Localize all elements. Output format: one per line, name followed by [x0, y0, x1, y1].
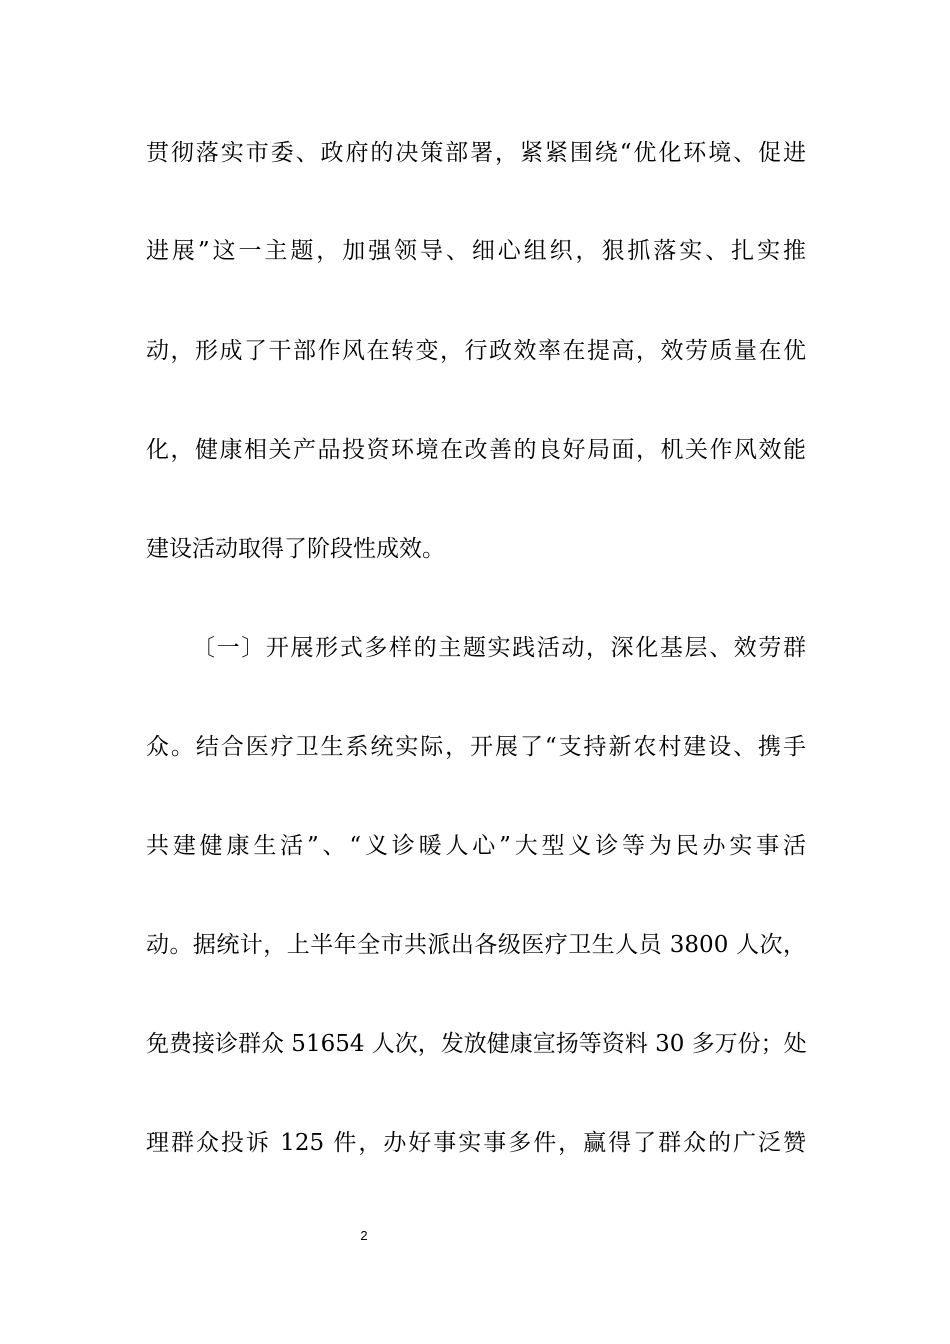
paragraph-2-line-1: 〔一〕开展形式多样的主题实践活动，深化基层、效劳群	[192, 635, 806, 661]
page-number: 2	[360, 1228, 368, 1243]
paragraph-1-line-2: 进展”这一主题，加强领导、细心组织，狠抓落实、扎实推	[146, 238, 806, 264]
paragraph-1-line-3: 动，形成了干部作风在转变，行政效率在提高，效劳质量在优	[146, 338, 806, 364]
paragraph-2-line-3: 共建健康生活”、“义诊暖人心”大型义诊等为民办实事活	[146, 833, 806, 859]
paragraph-1-line-1: 贯彻落实市委、政府的决策部署，紧紧围绕“优化环境、促进	[146, 140, 806, 166]
paragraph-2-line-2: 众。结合医疗卫生系统实际，开展了“支持新农村建设、携手	[146, 734, 806, 760]
paragraph-1-line-4: 化，健康相关产品投资环境在改善的良好局面，机关作风效能	[146, 437, 806, 463]
paragraph-2-line-5: 免费接诊群众 51654 人次，发放健康宣扬等资料 30 多万份；处	[146, 1031, 807, 1057]
paragraph-2-line-4: 动。据统计，上半年全市共派出各级医疗卫生人员 3800 人次，	[146, 932, 806, 958]
paragraph-2-line-6: 理群众投诉 125 件，办好事实事多件，赢得了群众的广泛赞	[146, 1130, 806, 1156]
paragraph-1-line-5: 建设活动取得了阶段性成效。	[146, 536, 445, 562]
